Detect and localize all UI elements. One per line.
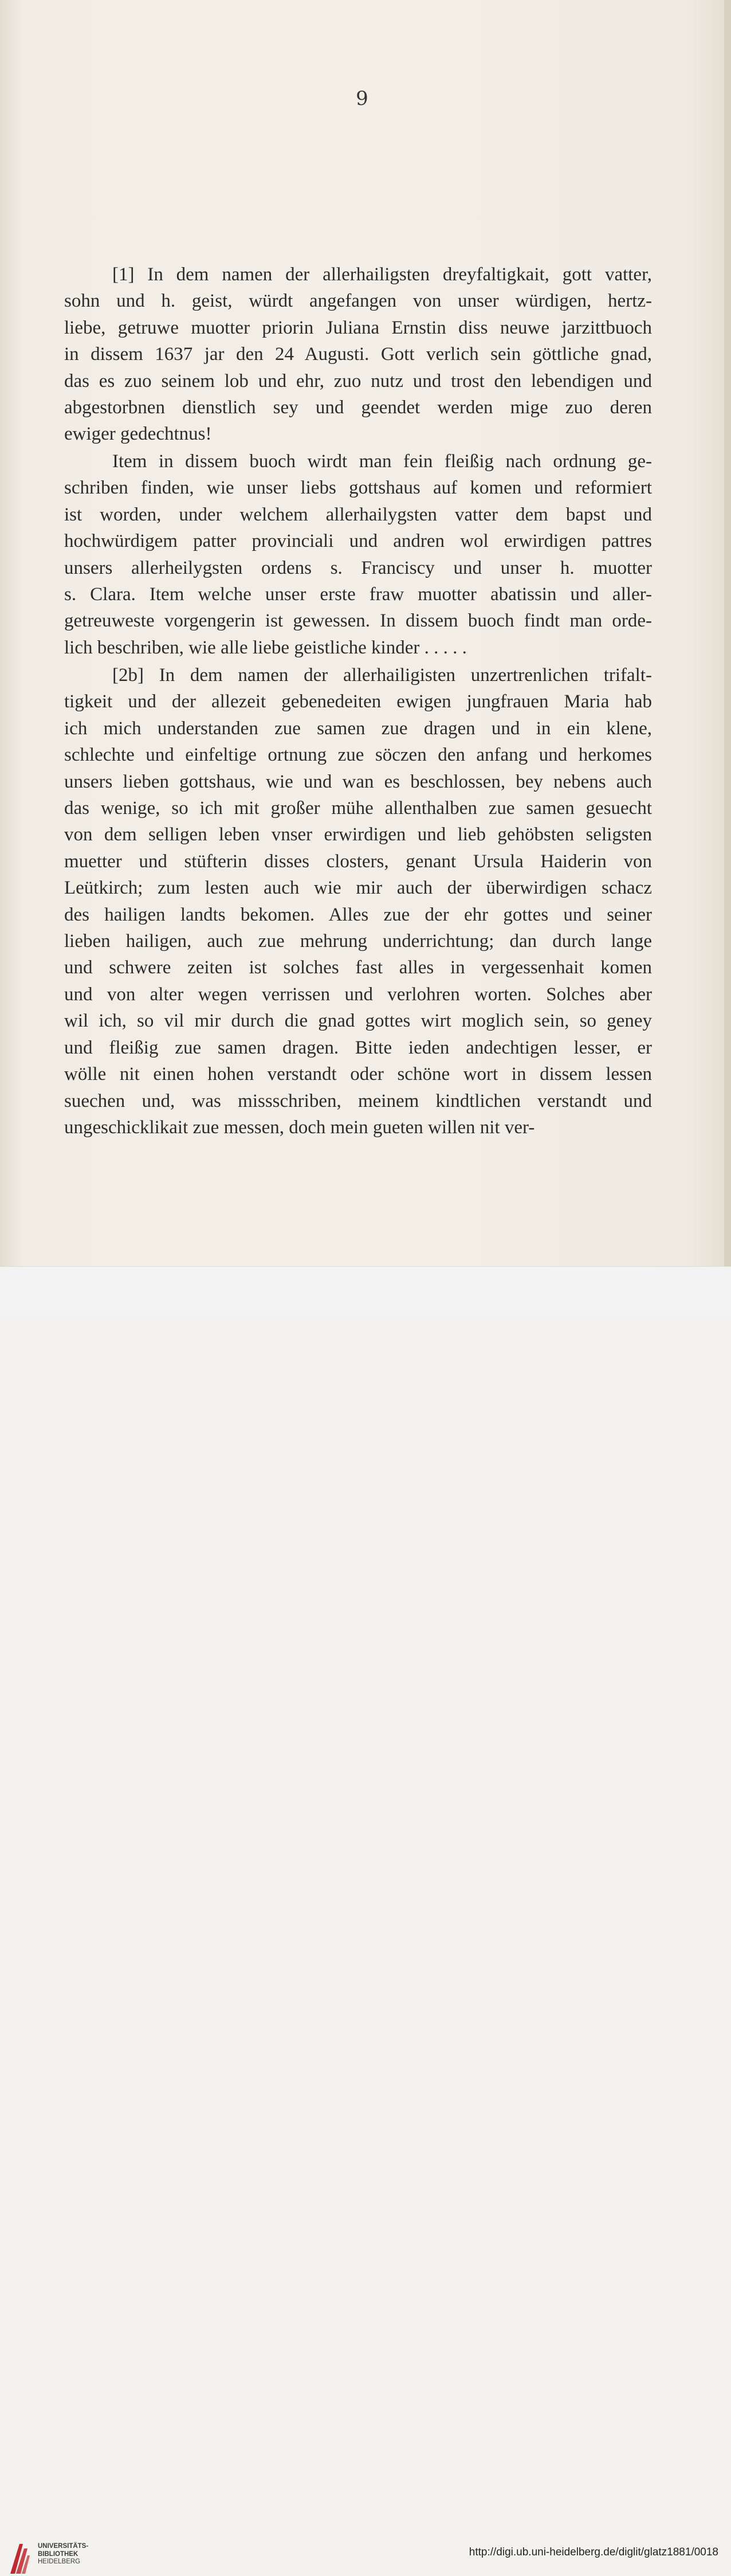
library-name-line-1: UNIVERSITÄTS- (38, 2543, 89, 2550)
text-line: das es zuo seinem lob und ehr, zuo nutz und trost den lebendigen und (64, 370, 652, 392)
page-edge (724, 0, 731, 1266)
scanned-page (0, 0, 731, 1266)
text-line: schlechte und einfeltige ortnung zue söczen den anfang und herkomes (64, 745, 652, 766)
viewer-footer (0, 1266, 731, 2565)
text-line: [2b] In dem namen der allerhailigisten unzertrenlichen trifalt- (112, 665, 652, 686)
heidelberg-library-logo-icon (8, 2540, 31, 2576)
text-line: Item in dissem buoch wirdt man fein fleißig nach ordnung ge- (112, 451, 652, 472)
text-line: getreuweste vorgengerin ist gewessen. In dissem buoch findt man orde- (64, 610, 652, 632)
text-line: ewiger gedechtnus! (64, 424, 212, 445)
text-line: wil ich, so vil mir durch die gnad gottes wirt moglich sein, so geney (64, 1011, 652, 1032)
text-line: abgestorbnen dienstlich sey und geendet werden mige zuo deren (64, 397, 652, 418)
text-line: in dissem 1637 jar den 24 Augusti. Gott verlich sein göttliche gnad, (64, 344, 652, 365)
text-line: sohn und h. geist, würdt angefangen von unser würdigen, hertz- (64, 291, 652, 312)
text-line: ich mich understanden zue samen zue dragen und in ein klene, (64, 718, 652, 739)
source-url-link[interactable]: http://digi.ub.uni-heidelberg.de/diglit/glatz1881/0018 (469, 2546, 718, 2558)
text-line: ungeschicklikait zue messen, doch mein gueten willen nit ver- (64, 1117, 535, 1138)
paragraph-2 (64, 448, 652, 661)
text-line: suechen und, was missschriben, meinem kindtlichen verstandt und (64, 1090, 652, 1111)
text-line: hochwürdigem patter provinciali und andren wol erwirdigen pattres (64, 531, 652, 552)
text-line: und von alter wegen verrissen und verlohren worten. Solches aber (64, 984, 652, 1005)
text-line: wölle nit einen hohen verstandt oder schöne wort in dissem lessen (64, 1064, 652, 1085)
library-name-line-3: HEIDELBERG (38, 2558, 81, 2565)
text-line: Leütkirch; zum lesten auch wie mir auch der überwirdigen schacz (64, 878, 652, 899)
text-line: unsers allerheilygsten ordens s. Franciscy und unser h. muotter (64, 557, 652, 578)
text-line: das wenige, so ich mit großer mühe allenthalben zue samen gesuecht (64, 798, 652, 819)
text-line: liebe, getruwe muotter priorin Juliana Ernstin diss neuwe jarzittbuoch (64, 317, 652, 338)
text-line: ist worden, under welchem allerhailygsten vatter dem bapst und (64, 504, 652, 525)
text-line: und schwere zeiten ist solches fast alles in vergessenhait komen (64, 957, 652, 978)
library-name (38, 2543, 88, 2566)
text-line: lich beschriben, wie alle liebe geistliche kinder . . . . . (64, 637, 467, 658)
text-line: unsers lieben gottshaus, wie und wan es beschlossen, bey nebens auch (64, 771, 652, 792)
library-name-line-2: BIBLIOTHEK (38, 2550, 78, 2558)
text-line: muetter und stüfterin disses closters, genant Ursula Haiderin von (64, 851, 652, 872)
paragraph-1 (64, 261, 652, 448)
text-line: und fleißig zue samen dragen. Bitte ieden andechtigen lesser, er (64, 1037, 652, 1058)
text-line: lieben hailigen, auch zue mehrung underrichtung; dan durch lange (64, 931, 652, 952)
text-line: [1] In dem namen der allerhailigsten dreyfaltigkait, gott vatter, (112, 264, 652, 285)
text-line: des hailigen landts bekomen. Alles zue der ehr gottes und seiner (64, 904, 652, 925)
paragraph-3 (64, 662, 652, 1141)
page-number: 9 (356, 87, 368, 110)
text-line: s. Clara. Item welche unser erste fraw muotter abatissin und aller- (64, 584, 652, 605)
text-line: schriben finden, wie unser liebs gottshaus auf komen und reformiert (64, 477, 652, 499)
text-line: von dem selligen leben vnser erwirdigen und lieb gehöbsten seligsten (64, 824, 652, 845)
text-line: tigkeit und der allezeit gebenedeiten ewigen jungfrauen Maria hab (64, 691, 652, 712)
